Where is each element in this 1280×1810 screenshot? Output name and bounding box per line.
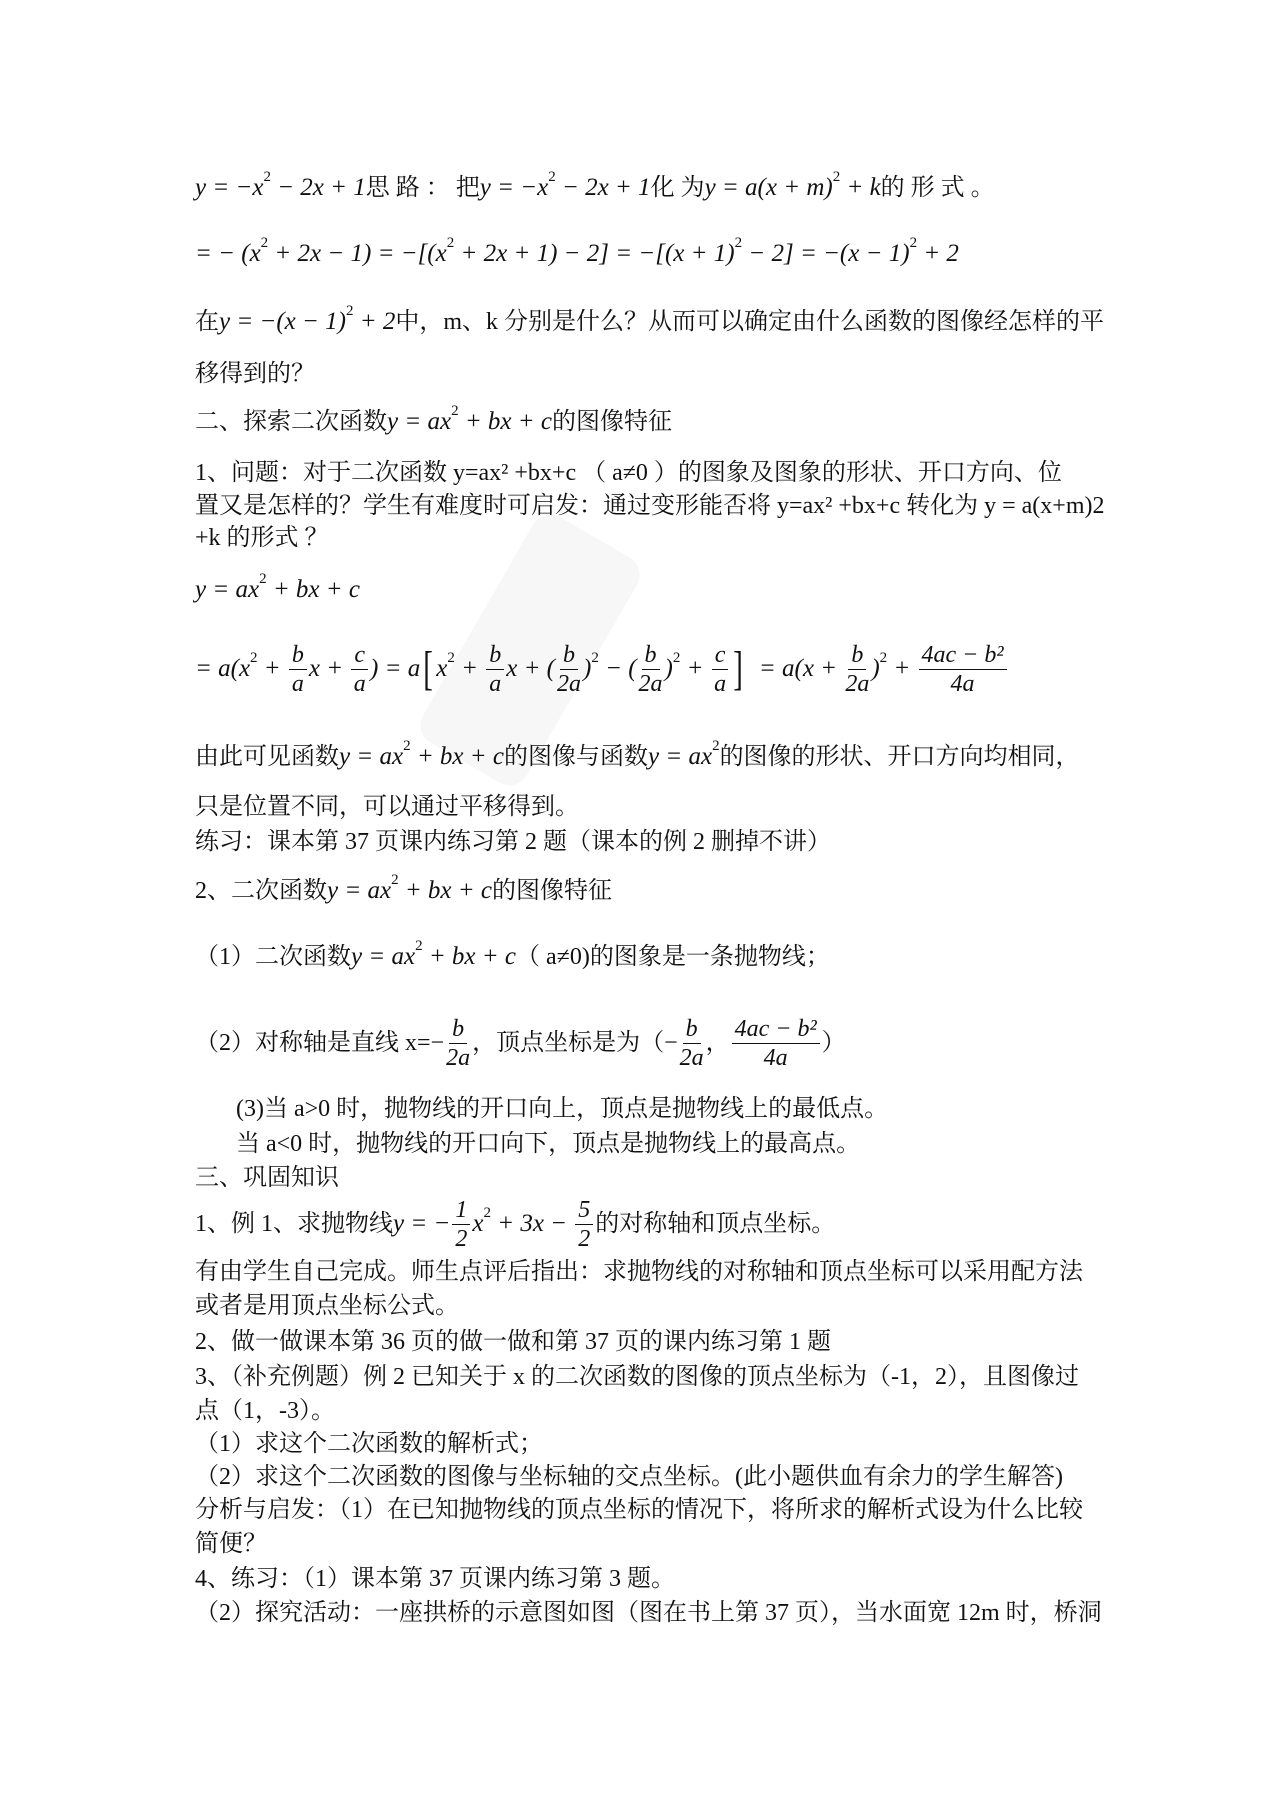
superscript: 2 xyxy=(483,1205,491,1221)
text-line xyxy=(195,1013,846,1073)
math-expression: + 2 xyxy=(353,308,396,335)
text-line xyxy=(236,1094,888,1124)
superscript: 2 xyxy=(672,650,681,666)
text-line xyxy=(195,169,995,203)
superscript: 2 xyxy=(909,235,918,251)
text-line xyxy=(195,1362,1079,1392)
text-line xyxy=(195,1194,835,1254)
denominator: a xyxy=(353,670,366,697)
text-run: 3、（补充例题）例 2 已知关于 x 的二次函数的图像的顶点坐标为（-1，2），且图像过 xyxy=(195,1364,1079,1390)
numerator: b xyxy=(642,641,660,670)
denominator: 2a xyxy=(446,1044,471,1071)
fraction xyxy=(446,1015,470,1072)
fraction xyxy=(919,641,1007,698)
text-run: 在 xyxy=(195,309,219,335)
text-line xyxy=(195,458,1062,488)
math-expression: y = −x xyxy=(479,174,549,201)
denominator: 4a xyxy=(763,1044,788,1071)
denominator: 2 xyxy=(578,1225,591,1252)
text-line xyxy=(195,1529,267,1559)
text-run: （2）对称轴是直线 x=− xyxy=(195,1030,445,1056)
math-expression: + k xyxy=(840,174,881,201)
denominator: a xyxy=(291,670,304,697)
text-run: 的图像与函数 xyxy=(504,744,648,770)
text-run: 二、探索二次函数 xyxy=(195,409,387,435)
math-expression: y = ax xyxy=(387,408,452,435)
numerator: c xyxy=(712,641,729,670)
text-run: +k 的形式 ？ xyxy=(195,525,329,551)
superscript: 2 xyxy=(712,738,720,754)
fraction xyxy=(712,641,729,698)
text-run: （ a≠0)的图象是一条抛物线； xyxy=(516,944,830,970)
math-expression: x xyxy=(472,1210,484,1237)
text-line xyxy=(195,738,1080,772)
text-line xyxy=(195,359,315,389)
text-run: 的图像的形状、开口方向均相同， xyxy=(719,744,1080,770)
text-run: 的 形 式 。 xyxy=(880,175,995,201)
text-line xyxy=(195,1257,1083,1287)
text-line xyxy=(195,1598,1102,1628)
superscript: 2 xyxy=(447,650,455,666)
fraction xyxy=(351,641,368,698)
text-run: 简便？ xyxy=(195,1531,267,1557)
math-expression: + bx + c xyxy=(266,576,360,603)
text-line xyxy=(195,1163,339,1193)
numerator: c xyxy=(351,641,368,670)
superscript: 2 xyxy=(259,571,267,587)
math-expression: y = −(x − 1) xyxy=(219,308,346,335)
superscript: 2 xyxy=(451,403,459,419)
math-expression: ) = a xyxy=(370,655,421,682)
math-expression: y = ax xyxy=(351,943,416,970)
math-expression: + 3x − xyxy=(490,1210,574,1237)
denominator: a xyxy=(714,670,727,697)
fraction xyxy=(845,641,869,698)
numerator: 5 xyxy=(575,1196,593,1225)
text-run: 2、做一做课本第 36 页的做一做和第 37 页的课内练习第 1 题 xyxy=(195,1329,831,1355)
text-run: （2）探究活动：一座拱桥的示意图如图（图在书上第 37 页），当水面宽 12m 时，桥洞 xyxy=(195,1600,1102,1626)
text-line xyxy=(195,571,360,605)
bracket: [ xyxy=(423,642,434,695)
math-expression: y = ax xyxy=(339,743,404,770)
superscript: 2 xyxy=(548,169,556,185)
text-line xyxy=(195,303,1104,337)
fraction xyxy=(486,641,504,698)
text-line xyxy=(195,1564,675,1594)
text-run: ，顶点坐标是为（− xyxy=(472,1030,678,1056)
text-run: ） xyxy=(821,1030,846,1056)
math-expression: = a(x xyxy=(195,655,251,682)
text-run: （1）二次函数 xyxy=(195,944,351,970)
superscript: 2 xyxy=(734,235,743,251)
text-run: 1、问题：对于二次函数 y=ax² +bx+c （ a≠0 ）的图象及图象的形状、开口方向、位 xyxy=(195,460,1062,486)
text-line xyxy=(195,491,1104,521)
fraction xyxy=(289,641,307,698)
math-expression: + bx + c xyxy=(410,743,504,770)
superscript: 2 xyxy=(446,235,455,251)
text-run: 或者是用顶点坐标公式。 xyxy=(195,1293,459,1319)
math-expression: y = ax xyxy=(327,877,392,904)
text-line xyxy=(195,1462,1063,1492)
text-line xyxy=(195,1291,459,1321)
denominator: a xyxy=(489,670,502,697)
superscript: 2 xyxy=(345,303,354,319)
math-expression: y = ax xyxy=(195,576,260,603)
math-expression: y = −x xyxy=(195,174,264,201)
text-line xyxy=(195,639,1009,699)
text-line xyxy=(195,1396,335,1426)
superscript: 2 xyxy=(260,235,269,251)
text-run: 化 为 xyxy=(650,175,705,201)
numerator: 4ac − b² xyxy=(732,1015,820,1044)
text-run: 1、例 1、求抛物线 xyxy=(195,1211,393,1237)
text-line xyxy=(195,938,830,972)
math-expression: y = ax xyxy=(648,743,713,770)
math-expression: ) xyxy=(871,655,880,682)
text-run: 三、巩固知识 xyxy=(195,1165,339,1191)
denominator: 2a xyxy=(679,1044,704,1071)
math-expression: x + ( xyxy=(506,655,556,682)
text-run: 4、练习：（1）课本第 37 页课内练习第 3 题。 xyxy=(195,1566,675,1592)
math-expression: ) xyxy=(664,655,673,682)
math-expression: + 2x − 1) = −[(x xyxy=(268,240,447,267)
math-expression: + xyxy=(454,655,485,682)
text-line xyxy=(195,1495,1083,1525)
numerator: b xyxy=(560,641,578,670)
math-expression: + bx + c xyxy=(458,408,552,435)
text-run: 练习：课本第 37 页课内练习第 2 题（课本的例 2 删掉不讲） xyxy=(195,829,831,855)
text-run: 2、二次函数 xyxy=(195,878,327,904)
math-expression: + xyxy=(887,655,917,682)
math-expression: + xyxy=(680,655,710,682)
fraction xyxy=(732,1015,820,1072)
math-expression: + 2 xyxy=(917,240,959,267)
superscript: 2 xyxy=(250,650,258,666)
math-expression: − 2] = −(x − 1) xyxy=(742,240,910,267)
math-expression: y = a(x + m) xyxy=(704,174,833,201)
numerator: b xyxy=(486,641,504,670)
math-expression: + 2x + 1) − 2] = −[(x + 1) xyxy=(454,240,735,267)
text-run: 的对称轴和顶点坐标。 xyxy=(595,1211,836,1237)
denominator: 2a xyxy=(557,670,582,697)
numerator: 1 xyxy=(452,1196,470,1225)
text-line xyxy=(195,1327,831,1357)
text-run: 分析与启发：（1）在已知抛物线的顶点坐标的情况下，将所求的解析式设为什么比较 xyxy=(195,1497,1083,1523)
math-expression: + xyxy=(257,655,287,682)
text-run: ， xyxy=(705,1030,730,1056)
superscript: 2 xyxy=(391,872,399,888)
math-expression: = a(x + xyxy=(746,655,844,682)
denominator: 4a xyxy=(950,670,975,697)
text-line xyxy=(195,872,612,906)
text-run: (3)当 a>0 时，抛物线的开口向上，顶点是抛物线上的最低点。 xyxy=(236,1096,889,1122)
text-run: （1）求这个二次函数的解析式； xyxy=(195,1431,543,1457)
math-expression: + bx + c xyxy=(422,943,516,970)
math-expression: + bx + c xyxy=(398,877,492,904)
numerator: b xyxy=(683,1015,701,1044)
denominator: 2a xyxy=(638,670,663,697)
text-run: 只是位置不同，可以通过平移得到。 xyxy=(195,794,579,820)
text-line xyxy=(195,403,672,437)
text-line xyxy=(195,235,959,269)
math-expression: = − (x xyxy=(195,240,261,267)
superscript: 2 xyxy=(879,650,888,666)
fraction xyxy=(680,1015,704,1072)
text-run: 的图像特征 xyxy=(552,409,672,435)
text-run: 中，m、k 分别是什么？从而可以确定由什么函数的图像经怎样的平 xyxy=(395,309,1104,335)
superscript: 2 xyxy=(263,169,271,185)
text-run: 移得到的？ xyxy=(195,361,315,387)
fraction xyxy=(575,1196,593,1253)
superscript: 2 xyxy=(415,938,423,954)
superscript: 2 xyxy=(403,738,411,754)
text-run: 当 a<0 时，抛物线的开口向下，顶点是抛物线上的最高点。 xyxy=(236,1131,861,1157)
math-expression: − 2x + 1 xyxy=(555,174,651,201)
text-run: 有由学生自己完成。师生点评后指出：求抛物线的对称轴和顶点坐标可以采用配方法 xyxy=(195,1259,1083,1285)
text-line xyxy=(195,827,831,857)
math-expression: − ( xyxy=(598,655,637,682)
fraction xyxy=(452,1196,470,1253)
denominator: 2a xyxy=(845,670,870,697)
math-expression: x + xyxy=(308,655,350,682)
numerator: 4ac − b² xyxy=(919,641,1007,670)
denominator: 2 xyxy=(455,1225,468,1252)
bracket: ] xyxy=(733,642,744,695)
numerator: b xyxy=(449,1015,467,1044)
superscript: 2 xyxy=(832,169,841,185)
text-run: 置又是怎样的？学生有难度时可启发：通过变形能否将 y=ax² +bx+c 转化为 y = a(x+m)2 xyxy=(195,493,1105,519)
numerator: b xyxy=(848,641,866,670)
text-line xyxy=(195,792,579,822)
text-line xyxy=(236,1129,860,1159)
text-run: 思 路 ： 把 xyxy=(365,175,480,201)
fraction xyxy=(557,641,581,698)
math-expression: x xyxy=(436,655,448,682)
text-run: 的图像特征 xyxy=(492,878,612,904)
superscript: 2 xyxy=(591,650,599,666)
text-run: （2）求这个二次函数的图像与坐标轴的交点坐标。(此小题供血有余力的学生解答) xyxy=(195,1464,1063,1490)
text-line xyxy=(195,523,329,553)
text-line xyxy=(195,1429,543,1459)
text-run: 由此可见函数 xyxy=(195,744,339,770)
math-expression: ) xyxy=(583,655,592,682)
math-expression: y = − xyxy=(393,1210,451,1237)
numerator: b xyxy=(289,641,307,670)
fraction xyxy=(639,641,663,698)
text-run: 点（1，-3）。 xyxy=(195,1398,335,1424)
math-expression: − 2x + 1 xyxy=(270,174,366,201)
